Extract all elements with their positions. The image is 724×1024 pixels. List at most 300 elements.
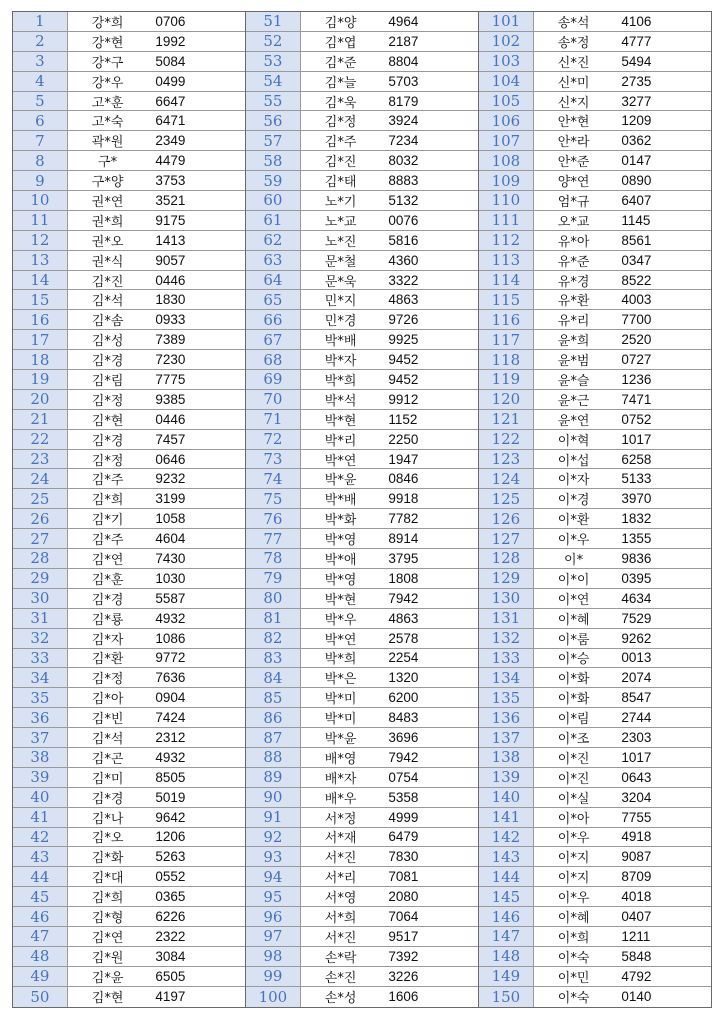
row-number: 106 <box>479 111 534 130</box>
row-number: 8 <box>13 151 68 170</box>
row-number: 25 <box>13 489 68 508</box>
person-code: 0706 <box>155 13 186 29</box>
person-code: 0147 <box>621 153 652 169</box>
row-number: 125 <box>479 489 534 508</box>
person-name: 박*희 <box>324 652 357 668</box>
table-row <box>13 32 245 52</box>
person-code: 0499 <box>155 73 186 89</box>
table-row <box>13 370 245 390</box>
row-number: 6 <box>13 111 68 130</box>
person-code: 0365 <box>155 889 186 905</box>
row-number: 34 <box>13 668 68 687</box>
row-number: 14 <box>13 271 68 290</box>
row-number: 29 <box>13 569 68 588</box>
table-row <box>13 788 245 808</box>
row-number: 24 <box>13 469 68 488</box>
table-row <box>479 92 711 112</box>
table-row <box>246 251 478 271</box>
person-code: 2254 <box>388 650 419 666</box>
person-name: 박*리 <box>324 433 357 449</box>
person-name: 윤*희 <box>557 334 590 350</box>
row-number: 17 <box>13 330 68 349</box>
row-number: 7 <box>13 131 68 150</box>
table-row <box>246 947 478 967</box>
person-code: 9452 <box>388 371 419 387</box>
row-number: 13 <box>13 251 68 270</box>
person-name: 권*오 <box>91 234 124 250</box>
person-code: 7700 <box>621 312 652 328</box>
row-number: 89 <box>246 768 301 787</box>
person-code: 9385 <box>155 391 186 407</box>
table-row <box>246 768 478 788</box>
row-number: 136 <box>479 708 534 727</box>
row-number: 53 <box>246 52 301 71</box>
table-row <box>479 52 711 72</box>
row-number: 134 <box>479 668 534 687</box>
person-name: 김*화 <box>91 851 124 867</box>
person-code: 7424 <box>155 710 186 726</box>
person-name: 김*주 <box>91 533 124 549</box>
table-row <box>246 828 478 848</box>
row-number: 49 <box>13 967 68 986</box>
person-name: 안*라 <box>557 135 590 151</box>
person-code: 1211 <box>621 928 651 944</box>
person-code: 1947 <box>388 451 419 467</box>
person-code: 3199 <box>155 491 186 507</box>
row-number: 1 <box>13 12 68 31</box>
row-number: 37 <box>13 728 68 747</box>
column-group-2 <box>245 11 478 1008</box>
person-code: 1830 <box>155 292 186 308</box>
row-number: 83 <box>246 649 301 668</box>
table-row <box>13 529 245 549</box>
person-name: 김*나 <box>91 811 124 827</box>
table-row <box>13 867 245 887</box>
row-number: 43 <box>13 847 68 866</box>
person-name: 엄*규 <box>557 194 590 210</box>
person-code: 9918 <box>388 491 419 507</box>
person-name: 노*기 <box>324 194 357 210</box>
row-number: 54 <box>246 72 301 91</box>
table-row <box>479 847 711 867</box>
person-code: 9175 <box>155 212 186 228</box>
person-name: 김*양 <box>324 15 357 31</box>
person-name: 신*미 <box>557 75 590 91</box>
person-code: 7782 <box>388 511 419 527</box>
person-name: 이*숙 <box>557 991 590 1007</box>
person-name: 김*훈 <box>91 572 124 588</box>
person-name: 박*우 <box>324 612 357 628</box>
table-row <box>13 231 245 251</box>
table-row <box>13 847 245 867</box>
person-code: 2744 <box>621 710 652 726</box>
table-row <box>479 867 711 887</box>
row-number: 46 <box>13 907 68 926</box>
table-row <box>246 649 478 669</box>
table-row <box>13 171 245 191</box>
person-code: 1206 <box>155 829 186 845</box>
row-number: 116 <box>479 310 534 329</box>
table-row <box>13 609 245 629</box>
table-row <box>479 808 711 828</box>
person-code: 6647 <box>155 93 186 109</box>
person-code: 0890 <box>621 173 652 189</box>
person-name: 박*현 <box>324 413 357 429</box>
person-name: 양*연 <box>557 175 590 191</box>
person-code: 0407 <box>621 909 652 925</box>
row-number: 133 <box>479 649 534 668</box>
person-name: 이*민 <box>557 970 590 986</box>
row-number: 41 <box>13 808 68 827</box>
row-number: 45 <box>13 887 68 906</box>
row-number: 118 <box>479 350 534 369</box>
person-code: 9726 <box>388 312 419 328</box>
table-row <box>13 649 245 669</box>
person-name: 이*희 <box>557 930 590 946</box>
person-code: 9232 <box>155 471 186 487</box>
table-row <box>479 390 711 410</box>
table-row <box>246 72 478 92</box>
person-name: 유*경 <box>557 274 590 290</box>
row-number: 19 <box>13 370 68 389</box>
person-code: 0752 <box>621 411 652 427</box>
person-code: 7775 <box>155 371 186 387</box>
table-row <box>13 52 245 72</box>
table-row <box>13 808 245 828</box>
table-row <box>479 967 711 987</box>
table-row <box>246 708 478 728</box>
row-number: 101 <box>479 12 534 31</box>
person-code: 5019 <box>155 789 186 805</box>
person-code: 9925 <box>388 332 419 348</box>
person-code: 2303 <box>621 730 652 745</box>
person-code: 2578 <box>388 630 419 646</box>
person-code: 3226 <box>388 968 419 984</box>
person-name: 김*경 <box>91 433 124 449</box>
person-code: 1413 <box>155 232 186 248</box>
table-row <box>13 410 245 430</box>
row-number: 109 <box>479 171 534 190</box>
person-name: 배*우 <box>324 791 357 807</box>
roster-table <box>12 11 712 1008</box>
row-number: 142 <box>479 828 534 847</box>
table-row <box>246 450 478 470</box>
table-row <box>479 768 711 788</box>
person-name: 김*현 <box>91 413 124 429</box>
row-number: 21 <box>13 410 68 429</box>
table-row <box>479 330 711 350</box>
person-name: 박*배 <box>324 334 357 350</box>
row-number: 48 <box>13 947 68 966</box>
table-row <box>479 12 711 32</box>
row-number: 33 <box>13 649 68 668</box>
row-number: 90 <box>246 788 301 807</box>
table-row <box>246 748 478 768</box>
table-row <box>479 211 711 231</box>
table-row <box>13 350 245 370</box>
person-code: 5084 <box>155 53 186 69</box>
person-code: 0846 <box>388 471 419 487</box>
table-row <box>246 151 478 171</box>
person-name: 유*환 <box>557 294 590 310</box>
person-name: 고*숙 <box>91 115 124 131</box>
person-code: 5703 <box>388 73 419 89</box>
row-number: 129 <box>479 569 534 588</box>
person-name: 민*지 <box>324 294 357 310</box>
table-row <box>246 390 478 410</box>
table-row <box>246 32 478 52</box>
person-name: 이*혁 <box>557 433 590 449</box>
row-number: 44 <box>13 867 68 886</box>
row-number: 113 <box>479 251 534 270</box>
table-row <box>246 469 478 489</box>
person-name: 김*석 <box>91 732 124 748</box>
row-number: 135 <box>479 688 534 707</box>
row-number: 11 <box>13 211 68 230</box>
table-row <box>13 569 245 589</box>
row-number: 94 <box>246 867 301 886</box>
table-row <box>479 549 711 569</box>
row-number: 10 <box>13 191 68 210</box>
person-code: 2349 <box>155 133 186 149</box>
person-code: 7755 <box>621 809 652 825</box>
table-row <box>246 350 478 370</box>
person-code: 8561 <box>621 232 652 248</box>
row-number: 9 <box>13 171 68 190</box>
table-row <box>13 191 245 211</box>
person-name: 노*교 <box>324 214 357 230</box>
person-name: 문*철 <box>324 254 357 270</box>
row-number: 56 <box>246 111 301 130</box>
person-name: 곽*원 <box>91 135 124 151</box>
person-name: 윤*연 <box>557 413 590 429</box>
person-name: 이*림 <box>557 712 590 728</box>
table-row <box>479 569 711 589</box>
person-code: 7389 <box>155 332 186 348</box>
person-code: 3322 <box>388 272 419 288</box>
table-row <box>479 987 711 1007</box>
person-code: 6505 <box>155 968 186 984</box>
person-code: 4777 <box>621 33 652 49</box>
person-name: 이*섭 <box>557 453 590 469</box>
table-row <box>13 987 245 1007</box>
column-group-3 <box>478 11 712 1008</box>
table-row <box>13 430 245 450</box>
person-code: 8914 <box>388 531 419 547</box>
person-name: 박*은 <box>324 672 357 688</box>
person-code: 6226 <box>155 909 186 925</box>
row-number: 111 <box>479 211 534 230</box>
table-row <box>13 907 245 927</box>
person-name: 이*진 <box>557 751 590 767</box>
person-name: 노*진 <box>324 234 357 250</box>
row-number: 147 <box>479 927 534 946</box>
person-code: 1030 <box>155 570 186 586</box>
person-name: 김*자 <box>91 632 124 648</box>
row-number: 132 <box>479 629 534 648</box>
row-number: 50 <box>13 987 68 1007</box>
person-name: 박*윤 <box>324 732 357 748</box>
table-row <box>246 211 478 231</box>
row-number: 70 <box>246 390 301 409</box>
row-number: 51 <box>246 12 301 31</box>
person-code: 8547 <box>621 690 652 706</box>
person-name: 이*연 <box>557 592 590 608</box>
person-code: 1017 <box>621 431 652 447</box>
table-row <box>479 370 711 390</box>
table-row <box>479 708 711 728</box>
table-row <box>479 310 711 330</box>
person-code: 0904 <box>155 690 186 706</box>
table-row <box>246 92 478 112</box>
person-code: 4863 <box>388 610 419 626</box>
person-code: 5263 <box>155 849 186 865</box>
person-name: 김*환 <box>91 652 124 668</box>
row-number: 64 <box>246 271 301 290</box>
person-code: 0727 <box>621 352 652 368</box>
person-name: 김*희 <box>91 891 124 907</box>
person-code: 4634 <box>621 590 652 606</box>
person-name: 박*자 <box>324 354 357 370</box>
row-number: 78 <box>246 549 301 568</box>
person-name: 신*진 <box>557 55 590 71</box>
person-code: 5133 <box>621 471 652 487</box>
row-number: 122 <box>479 430 534 449</box>
table-row <box>479 489 711 509</box>
person-code: 4003 <box>621 292 652 308</box>
person-code: 7081 <box>388 869 419 885</box>
person-name: 김*빈 <box>91 712 124 728</box>
person-code: 5358 <box>388 789 419 805</box>
table-row <box>479 111 711 131</box>
table-row <box>13 688 245 708</box>
row-number: 115 <box>479 290 534 309</box>
table-row <box>13 151 245 171</box>
person-name: 박*현 <box>324 592 357 608</box>
row-number: 68 <box>246 350 301 369</box>
person-name: 유*준 <box>557 254 590 270</box>
person-name: 이*혜 <box>557 612 590 628</box>
person-name: 김*기 <box>91 513 124 529</box>
person-code: 4106 <box>621 13 652 29</box>
person-name: 김*연 <box>91 553 124 568</box>
row-number: 98 <box>246 947 301 966</box>
person-name: 윤*범 <box>557 354 590 370</box>
person-code: 2250 <box>388 431 419 447</box>
table-row <box>246 927 478 947</box>
table-row <box>246 290 478 310</box>
row-number: 2 <box>13 32 68 51</box>
table-row <box>479 131 711 151</box>
person-code: 0446 <box>155 272 186 288</box>
table-row <box>13 947 245 967</box>
person-name: 송*석 <box>557 15 590 31</box>
person-name: 박*배 <box>324 493 357 509</box>
row-number: 40 <box>13 788 68 807</box>
table-row <box>246 887 478 907</box>
person-name: 이*화 <box>557 692 590 708</box>
table-row <box>479 668 711 688</box>
row-number: 80 <box>246 589 301 608</box>
person-code: 2074 <box>621 670 652 686</box>
table-row <box>479 151 711 171</box>
person-code: 2080 <box>388 889 419 905</box>
person-name: 이*지 <box>557 871 590 887</box>
person-name: 이*화 <box>557 672 590 688</box>
table-row <box>13 12 245 32</box>
person-code: 5848 <box>621 948 652 964</box>
table-row <box>13 768 245 788</box>
row-number: 120 <box>479 390 534 409</box>
person-code: 1606 <box>388 989 419 1005</box>
person-name: 서*재 <box>324 831 357 847</box>
person-name: 이*자 <box>557 473 590 489</box>
table-row <box>246 370 478 390</box>
table-row <box>246 191 478 211</box>
person-name: 박*연 <box>324 453 357 469</box>
row-number: 22 <box>13 430 68 449</box>
person-name: 서*진 <box>324 851 357 867</box>
row-number: 60 <box>246 191 301 210</box>
row-number: 15 <box>13 290 68 309</box>
person-code: 1209 <box>621 113 652 129</box>
table-row <box>479 748 711 768</box>
row-number: 148 <box>479 947 534 966</box>
table-row <box>479 629 711 649</box>
table-row <box>246 847 478 867</box>
row-number: 84 <box>246 668 301 687</box>
row-number: 38 <box>13 748 68 767</box>
row-number: 61 <box>246 211 301 230</box>
person-name: 이*우 <box>557 831 590 847</box>
row-number: 100 <box>246 987 301 1007</box>
row-number: 42 <box>13 828 68 847</box>
table-row <box>246 788 478 808</box>
table-row <box>13 92 245 112</box>
row-number: 58 <box>246 151 301 170</box>
table-row <box>246 987 478 1007</box>
person-code: 6258 <box>621 451 652 467</box>
person-code: 3696 <box>388 730 419 745</box>
person-name: 권*식 <box>91 254 124 270</box>
table-row <box>479 728 711 748</box>
row-number: 12 <box>13 231 68 250</box>
person-name: 김*태 <box>324 175 357 191</box>
table-row <box>246 310 478 330</box>
row-number: 138 <box>479 748 534 767</box>
person-code: 6200 <box>388 690 419 706</box>
person-code: 1808 <box>388 570 419 586</box>
person-code: 3970 <box>621 491 652 507</box>
table-row <box>479 171 711 191</box>
person-name: 김*정 <box>91 672 124 688</box>
person-name: 김*주 <box>324 135 357 151</box>
person-code: 9836 <box>621 550 652 566</box>
person-name: 이*승 <box>557 652 590 668</box>
row-number: 99 <box>246 967 301 986</box>
row-number: 66 <box>246 310 301 329</box>
row-number: 149 <box>479 967 534 986</box>
person-code: 1355 <box>621 531 652 547</box>
table-row <box>13 887 245 907</box>
person-name: 이*조 <box>557 732 590 748</box>
table-row <box>246 430 478 450</box>
table-row <box>13 310 245 330</box>
table-row <box>13 509 245 529</box>
person-name: 신*지 <box>557 95 590 111</box>
person-code: 3753 <box>155 173 186 189</box>
table-row <box>13 927 245 947</box>
